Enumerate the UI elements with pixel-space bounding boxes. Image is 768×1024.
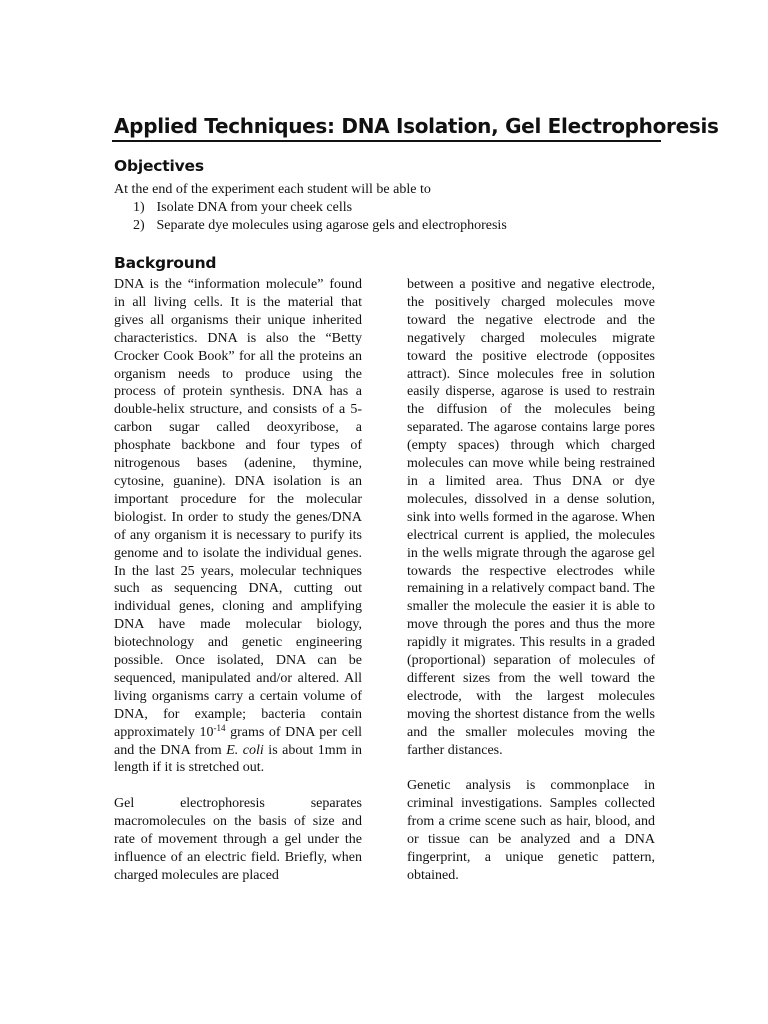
exponent-superscript: -14 — [213, 722, 226, 733]
paragraph-text: grams of DNA per cell and the DNA from — [114, 724, 362, 758]
objective-number: 2) — [133, 218, 145, 233]
paragraph-text: DNA is the “information molecule” found in all living cells. It is the material that gives all organisms their unique inherited characteristics. DNA is also the “Betty Crocker Cook Book” for all the proteins an organism needs to produce using the process of protein synthesis. DNA has a double-helix structure, and consists of a 5-carbon sugar called deoxyribose, a phosphate backbone and four types of nitrogenous bases (adenine, thymine, cytosine, guanine). DNA isolation is an important procedure for the molecular biologist. In order to study the genes/DNA of any organism it is necessary to purify its genome and to isolate the individual genes. In the last 25 years, molecular techniques such as sequencing DNA, cutting out individual genes, cloning and amplifying DNA have made molecular biology, biotechnology and genetic engineering possible. Once isolated, DNA can be sequenced, manipulated and/or altered. All living organisms carry a certain volume of DNA, for example; bacteria contain approximately 10 — [114, 277, 362, 740]
paragraph-text: is about 1mm in length if it is stretched out. — [114, 742, 362, 776]
objective-number: 1) — [133, 200, 145, 215]
page-title: Applied Techniques: DNA Isolation, Gel Electrophoresis — [114, 114, 719, 138]
title-divider — [112, 140, 661, 142]
background-paragraph-genetic-analysis: Genetic analysis is commonplace in criminal investigations. Samples collected from a crime scene such as hair, blood, and or tissue can be analyzed and a DNA fingerprint, a unique genetic pattern, obtained. — [407, 778, 655, 883]
objectives-heading: Objectives — [114, 157, 204, 175]
background-paragraph-dna — [114, 276, 362, 777]
species-name: E. coli — [226, 742, 264, 758]
background-paragraph-electrodes: between a positive and negative electrode, the positively charged molecules move toward the negative electrode and the negatively charged molecules migrate toward the positive electrode (opposites attract). Since molecules free in solution easily disperse, agarose is used to restrain the diffusion of the molecules being separated. The agarose contains large pores (empty spaces) through which charged molecules can move while being restrained in a limited area. Thus DNA or dye molecules, dissolved in a dense solution, sink into wells formed in the agarose. When electrical current is applied, the molecules in the wells migrate through the agarose gel towards the respective electrodes while remaining in a relatively compact band. The smaller the molecule the easier it is able to move through the pores and thus the more rapidly it migrates. This results in a graded (proportional) separation of molecules of different sizes from the well toward the electrode, with the largest molecules moving the shortest distance from the wells and the smaller molecules moving the farther distances. — [407, 277, 655, 758]
background-left-column — [114, 276, 362, 885]
objectives-intro: At the end of the experiment each student will be able to — [114, 182, 431, 197]
objective-text: Separate dye molecules using agarose gels and electrophoresis — [156, 218, 507, 233]
background-right-column — [407, 276, 655, 885]
background-heading: Background — [114, 254, 217, 272]
objective-text: Isolate DNA from your cheek cells — [156, 200, 353, 215]
objectives-list — [114, 199, 507, 235]
background-paragraph-gel: Gel electrophoresis separates macromolecules on the basis of size and rate of movement through a gel under the influence of an electric field. Briefly, when charged molecules are placed — [114, 796, 362, 883]
objective-item — [114, 199, 507, 217]
objective-item — [114, 217, 507, 235]
